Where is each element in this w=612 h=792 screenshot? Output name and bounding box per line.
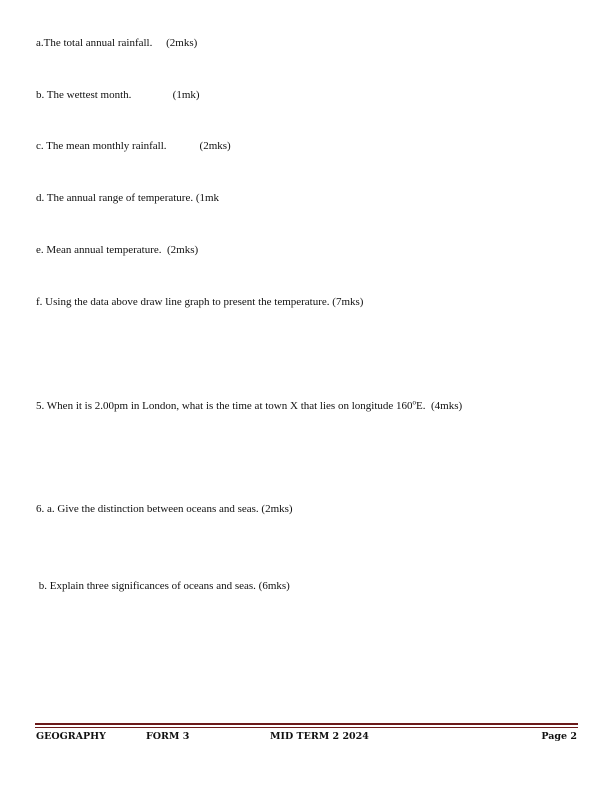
question-5-suffix: E. (4mks) (416, 400, 463, 412)
question-6a: 6. a. Give the distinction between oceans and seas. (2mks) (36, 503, 293, 515)
question-4f: f. Using the data above draw line graph to present the temperature. (7mks) (36, 296, 364, 308)
footer-rule-thick (35, 723, 578, 725)
footer-page-number: Page 2 (541, 731, 577, 742)
question-4b: b. The wettest month. (1mk) (36, 89, 200, 101)
footer-term: MID TERM 2 2024 (270, 731, 369, 742)
question-5 (36, 400, 462, 413)
footer-form: FORM 3 (146, 731, 190, 742)
question-4d: d. The annual range of temperature. (1mk (36, 192, 220, 204)
question-4c: c. The mean monthly rainfall. (2mks) (36, 140, 231, 152)
footer-rule-thin (35, 727, 578, 728)
degree-symbol: o (412, 398, 417, 407)
question-4e: e. Mean annual temperature. (2mks) (36, 244, 199, 256)
question-6b: b. Explain three significances of oceans and seas. (6mks) (36, 580, 290, 592)
footer-subject: GEOGRAPHY (36, 731, 106, 742)
question-4a: a.The total annual rainfall. (2mks) (36, 37, 198, 49)
question-5-text: 5. When it is 2.00pm in London, what is the time at town X that lies on longitude 160 (36, 400, 413, 412)
